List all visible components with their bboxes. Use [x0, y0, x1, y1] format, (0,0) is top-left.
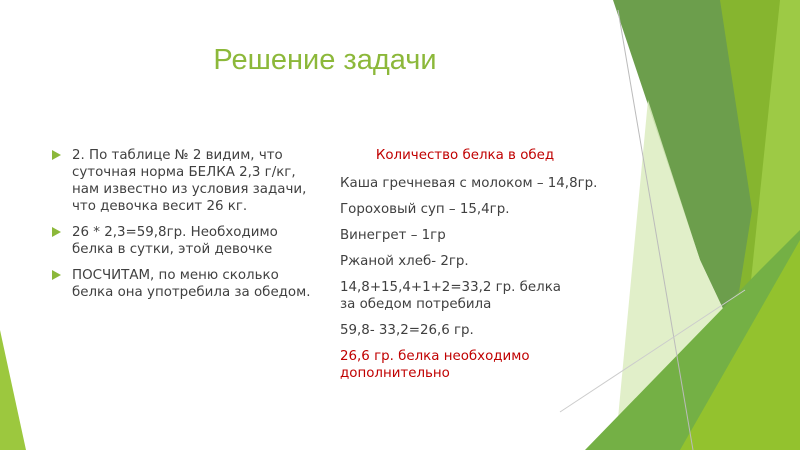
bullet-item: [50, 147, 320, 215]
bullet-item: [50, 224, 320, 258]
right-heading: Количество белка в обед: [375, 148, 555, 163]
triangle-bullet-icon: [52, 227, 61, 237]
triangle-bullet-icon: [52, 150, 61, 160]
bullet-text: 2. По таблице № 2 видим, что суточная норма БЕЛКА 2,3 г/кг, нам известно из условия задачи, что девочка весит 26 кг.: [72, 148, 307, 214]
slide-title: Решение задачи: [213, 44, 437, 76]
left-bullet-list: [50, 147, 320, 310]
right-column: [340, 147, 620, 391]
difference-line: 59,8- 33,2=26,6 гр.: [340, 323, 474, 338]
sum-line: 14,8+15,4+1+2=33,2 гр. белка за обедом потребила: [340, 280, 562, 312]
menu-line: Каша гречневая с молоком – 14,8гр.: [340, 176, 598, 191]
bullet-text: ПОСЧИТАМ, по меню сколько белка она употребила за обедом.: [72, 268, 311, 300]
left-corner-triangle: [0, 330, 26, 450]
bullet-item: [50, 267, 320, 301]
conclusion-text: 26,6 гр. белка необходимо дополнительно: [340, 349, 530, 381]
menu-line: Винегрет – 1гр: [340, 228, 446, 243]
menu-line: Гороховый суп – 15,4гр.: [340, 202, 510, 217]
triangle-bullet-icon: [52, 270, 61, 280]
menu-line: Ржаной хлеб- 2гр.: [340, 254, 469, 269]
bullet-text: 26 * 2,3=59,8гр. Необходимо белка в сутки, этой девочке: [72, 225, 278, 257]
